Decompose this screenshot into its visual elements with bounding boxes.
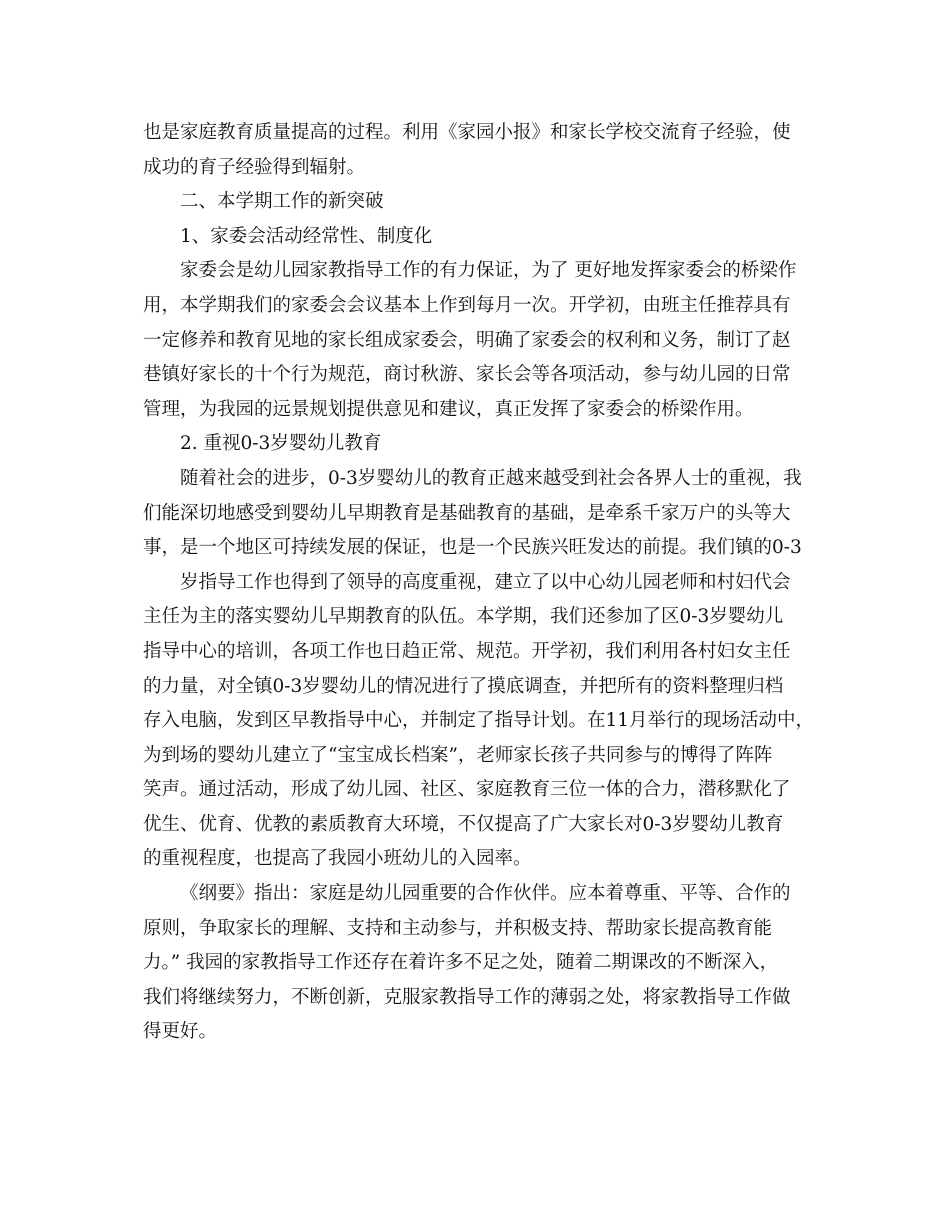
- text-line: 的力量，对全镇0-3岁婴幼儿的情况进行了摸底调查，并把所有的资料整理归档: [143, 675, 784, 697]
- text-line: 家委会是幼儿园家教指导工作的有力保证，为了 更好地发挥家委会的桥梁作: [180, 260, 797, 282]
- text-line: 我们将继续努力，不断创新，克服家教指导工作的薄弱之处，将家教指导工作做: [143, 986, 791, 1008]
- text-line: 力。” 我园的家教指导工作还存在着许多不足之处，随着二期课改的不断深入，: [143, 952, 779, 974]
- text-line: 2. 重视0-3岁婴幼儿教育: [180, 433, 382, 455]
- text-line: 成功的育子经验得到辐射。: [143, 156, 366, 178]
- text-line: 指导中心的培训，各项工作也日趋正常、规范。开学初，我们利用各村妇女主任: [143, 640, 791, 662]
- text-line: 岁指导工作也得到了领导的高度重视，建立了以中心幼儿园老师和村妇代会: [180, 571, 791, 593]
- text-line: 优生、优育、优教的素质教育大环境，不仅提高了广大家长对0-3岁婴幼儿教育: [143, 813, 784, 835]
- text-line: 也是家庭教育质量提高的过程。利用《家园小报》和家长学校交流育子经验，使: [143, 122, 791, 143]
- text-line: 主任为主的落实婴幼儿早期教育的队伍。本学期，我们还参加了区0-3岁婴幼儿: [143, 606, 784, 628]
- text-line: 一定修养和教育见地的家长组成家委会，明确了家委会的权利和义务，制订了赵: [143, 329, 791, 351]
- text-line: 得更好。: [143, 1021, 218, 1043]
- text-line: 1、家委会活动经常性、制度化: [180, 225, 433, 247]
- text-line: 事，是一个地区可持续发展的保证，也是一个民族兴旺发达的前提。我们镇的0-3: [143, 537, 802, 559]
- document-body: [143, 116, 813, 1050]
- text-line: 笑声。通过活动，形成了幼儿园、社区、家庭教育三位一体的合力，潜移默化了: [143, 779, 791, 801]
- text-line: 存入电脑，发到区早教指导中心，并制定了指导计划。在11月举行的现场活动中，: [143, 710, 815, 732]
- text-line: 随着社会的进步，0-3岁婴幼儿的教育正越来越受到社会各界人士的重视，我: [180, 467, 802, 489]
- text-line: 二、本学期工作的新突破: [180, 191, 384, 213]
- text-line: 的重视程度，也提高了我园小班幼儿的入园率。: [143, 848, 532, 870]
- text-line: 用，本学期我们的家委会会议基本上作到每月一次。开学初，由班主任推荐具有: [143, 294, 791, 316]
- text-line: 管理，为我园的远景规划提供意见和建议，真正发挥了家委会的桥梁作用。: [143, 398, 754, 420]
- text-line: 巷镇好家长的十个行为规范，商讨秋游、家长会等各项活动，参与幼儿园的日常: [143, 364, 791, 386]
- text-line: 原则，争取家长的理解、支持和主动参与，并积极支持、帮助家长提高教育能: [143, 917, 773, 939]
- text-line: 《纲要》指出：家庭是幼儿园重要的合作伙伴。应本着尊重、平等、合作的: [180, 883, 791, 905]
- text-line: 为到场的婴幼儿建立了“宝宝成长档案”，老师家长孩子共同参与的博得了阵阵: [143, 744, 773, 766]
- text-line: 们能深切地感受到婴幼儿早期教育是基础教育的基础，是牵系千家万户的头等大: [143, 502, 791, 524]
